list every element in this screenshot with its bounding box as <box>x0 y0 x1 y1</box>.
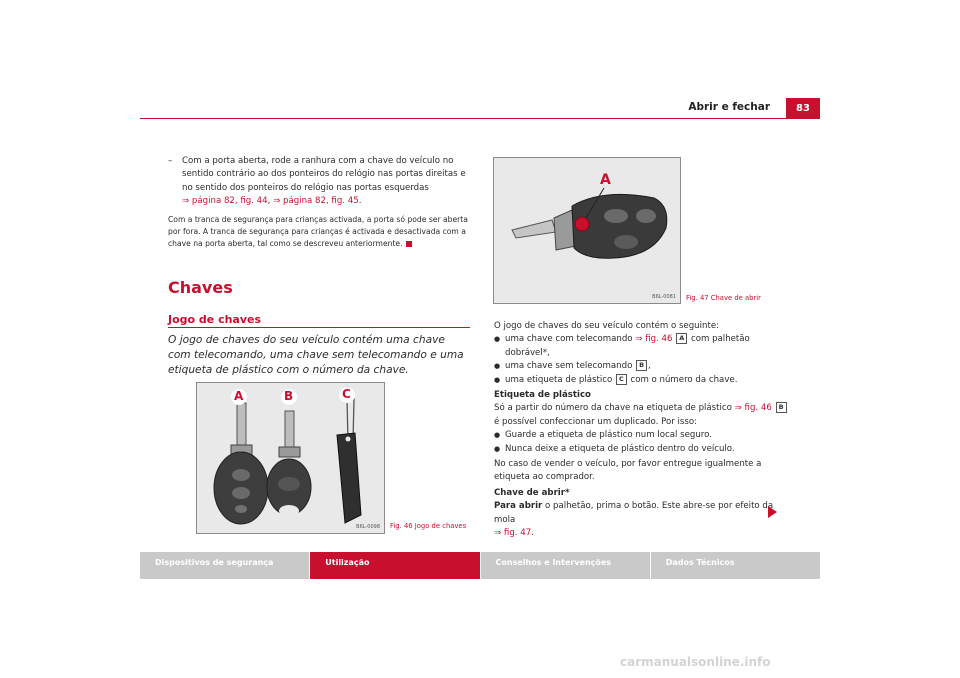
fig46-caption: Fig. 46 Jogo de chaves <box>390 522 467 530</box>
paragraph-bold: Para abrir <box>494 501 543 512</box>
note-text: Com a tranca de segurança para crianças activada, a porta só pode ser aberta por fora. A tranca de segurança para crianças é activada e desactivada com a chave na porta aberta, tal como se descreveu anteriormente. <box>168 215 468 249</box>
list-item-remote-key <box>494 333 794 360</box>
list-item-text: , <box>648 361 651 372</box>
tab-conselhos-intervencoes[interactable]: Conselhos e Intervenções <box>481 552 650 579</box>
tab-dispositivos-seguranca[interactable]: Dispositivos de segurança <box>140 552 309 579</box>
next-page-arrow-icon[interactable] <box>768 506 777 518</box>
callout-tag-c: C <box>616 374 627 385</box>
callout-tag-b2: B <box>776 402 787 413</box>
footer-nav <box>140 552 820 579</box>
step-end: . <box>358 196 362 207</box>
sale-paragraph: No caso de vender o veículo, por favor entregue igualmente a etiqueta ao comprador. <box>494 459 762 483</box>
callout-tag-a: A <box>676 333 687 344</box>
subsection-rule <box>168 327 470 328</box>
page-header-title: Abrir e fechar <box>688 101 770 113</box>
intro-paragraph: O jogo de chaves do seu veículo contém uma chave com telecomando, uma chave sem telecomando e uma etiqueta de plástico com o número da chave. <box>168 334 464 376</box>
figure-46-key-set <box>196 382 385 534</box>
fig47-caption: Fig. 47 Chave de abrir <box>686 294 761 302</box>
folding-key-heading: Chave de abrir* <box>494 487 570 498</box>
paragraph-text: Só a partir do número da chave na etiqueta de plástico <box>494 403 735 414</box>
list-item-text: uma chave com telecomando <box>505 334 636 345</box>
instruction-step <box>168 155 470 209</box>
page-number-badge: 83 <box>786 98 820 118</box>
section-title: Chaves <box>168 278 233 297</box>
list-item-text: uma chave sem telecomando <box>505 361 636 372</box>
link-fig46[interactable]: ⇒ fig. 46 <box>635 334 673 345</box>
callout-tag-b: B <box>636 360 647 371</box>
key-set-illustration <box>197 383 384 533</box>
fig46-label-a: A <box>234 389 244 403</box>
end-of-section-icon <box>406 241 412 247</box>
fig46-code: B6L-0098 <box>356 524 380 530</box>
link-page82-fig44[interactable]: ⇒ página 82, fig. 44 <box>182 196 268 207</box>
step-text: Com a porta aberta, rode a ranhura com a chave do veículo no sentido contrário ao dos ponteiros do relógio nas portas direitas e no sentido dos ponteiros do relógio nas portas esquerdas <box>182 156 466 193</box>
link-separator: , <box>267 196 274 207</box>
step-dash: – <box>168 156 173 166</box>
list-item-text: com palhetão dobrável*, <box>505 334 750 358</box>
paragraph-text: é possível confeccionar um duplicado. Por isso: <box>494 416 697 427</box>
list-item-text: com o número da chave. <box>627 374 738 385</box>
folding-key-paragraph <box>494 500 794 540</box>
fig46-label-c: C <box>342 387 351 401</box>
subsection-title: Jogo de chaves <box>168 313 262 326</box>
list-item-text: uma etiqueta de plástico <box>505 374 615 385</box>
list-item-plastic-tag <box>494 374 794 387</box>
tab-utilizacao[interactable]: Utilização <box>310 552 479 579</box>
paragraph-end: . <box>531 528 534 539</box>
child-lock-note <box>168 214 470 251</box>
list-item-keep-safe: ● Guarde a etiqueta de plástico num local seguro. <box>494 429 794 442</box>
fig47-label-a: A <box>600 172 611 188</box>
watermark: carmanualsonline.info <box>620 655 771 669</box>
paragraph-text: o palhetão, prima o botão. Este abre-se por efeito da mola <box>494 501 774 525</box>
link-page82-fig45[interactable]: ⇒ página 82, fig. 45 <box>273 196 359 207</box>
list-item-plain-key <box>494 360 794 373</box>
tab-dados-tecnicos[interactable]: Dados Técnicos <box>651 552 820 579</box>
link-fig46-b[interactable]: ⇒ fig. 46 <box>734 403 772 414</box>
plastic-tag-paragraph <box>494 402 794 429</box>
list-item-never-leave: ● Nunca deixe a etiqueta de plástico dentro do veículo. <box>494 443 794 456</box>
plastic-tag-heading: Etiqueta de plástico <box>494 390 591 401</box>
figure-47-folding-key <box>493 157 681 304</box>
folding-key-illustration <box>494 158 680 303</box>
contents-paragraph: O jogo de chaves do seu veículo contém o seguinte: <box>494 321 720 331</box>
header-rule <box>140 118 820 119</box>
fig46-label-b: B <box>284 389 294 403</box>
link-fig47[interactable]: ⇒ fig. 47 <box>494 528 532 539</box>
fig47-code: B6L-0081 <box>652 294 676 300</box>
right-column-text <box>494 320 794 541</box>
